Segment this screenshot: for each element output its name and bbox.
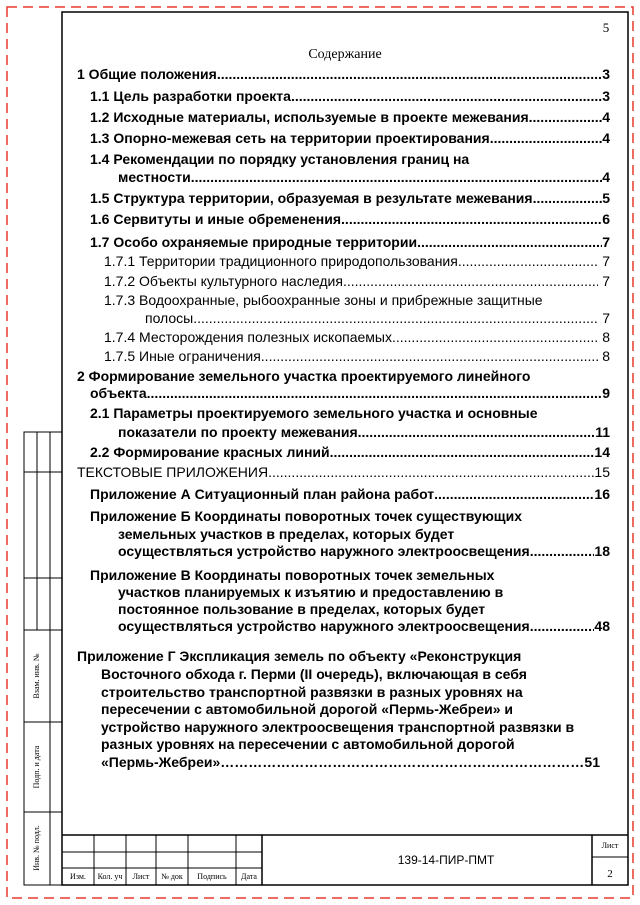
toc-line <box>104 253 610 270</box>
toc-page-number: 14 <box>594 444 610 460</box>
toc-entry-title: ТЕКСТОВЫЕ ПРИЛОЖЕНИЯ <box>77 464 269 480</box>
sheet-number: 2 <box>607 868 613 880</box>
toc-entry-title-continued: местности <box>118 169 191 185</box>
toc-entry-title: Приложение А Ситуационный план района работ <box>90 486 435 502</box>
toc-entry-title: 1.1 Цель разработки проекта <box>90 88 291 104</box>
toc-page-number: 15 <box>594 464 610 480</box>
toc-entry-title-continued: показатели по проекту межевания <box>118 424 358 440</box>
replaced-inventory-label: Взам. инв. № <box>32 653 41 699</box>
toc-line <box>104 348 610 365</box>
leader-dots <box>529 109 603 126</box>
leader-dots <box>261 348 598 365</box>
toc-line <box>145 310 610 327</box>
toc-entry-title-continued: «Пермь-Жебреи» <box>101 754 221 770</box>
toc-page-number: 8 <box>602 348 610 364</box>
toc-line <box>90 109 610 126</box>
toc-line <box>118 543 610 560</box>
toc-line <box>90 444 610 461</box>
toc-entry-title: 1.2 Исходные материалы, используемые в проекте межевания <box>90 109 529 125</box>
toc-entry-title: 1.7.5 Иные ограничения <box>104 348 261 364</box>
toc-page-number: 7 <box>602 273 610 289</box>
toc-entry-title: 1.4 Рекомендации по порядку установления границ на <box>90 151 470 167</box>
toc-entry-title-continued: постоянное пользование в пределах, которых будет <box>118 601 486 617</box>
toc-entry-title-continued: Восточного обхода г. Перми (II очередь), включающая в себя <box>101 666 527 682</box>
leader-dots <box>533 190 603 207</box>
leader-dots <box>434 486 594 503</box>
toc-entry-title: 2 Формирование земельного участка проектируемого линейного <box>77 368 531 384</box>
leader-dots <box>291 88 602 105</box>
toc-entry-title: 1.7.4 Месторождения полезных ископаемых <box>104 329 392 345</box>
toc-entry-title: 1.7.1 Территории традиционного природопользования <box>104 253 458 269</box>
toc-entry-title: Приложение Г Экспликация земель по объекту «Реконструкция <box>77 648 522 664</box>
leader-dots <box>530 543 595 560</box>
toc-line <box>77 66 610 83</box>
leader-dots <box>417 234 602 251</box>
toc-page-number: 6 <box>602 211 610 227</box>
page-number: 5 <box>602 20 610 35</box>
column-label-count: Кол. уч <box>97 872 123 881</box>
toc-line <box>118 169 610 186</box>
leader-dots <box>358 424 596 441</box>
toc-entry-title: 1.7.2 Объекты культурного наследия <box>104 273 343 289</box>
toc-line <box>77 464 610 481</box>
toc-line <box>104 329 610 346</box>
toc-page-number: 7 <box>602 253 610 269</box>
toc-entry-title: 1.6 Сервитуты и иные обременения <box>90 211 342 227</box>
toc-line <box>90 486 610 503</box>
toc-entry-title: 1.7.3 Водоохранные, рыбоохранные зоны и прибрежные защитные <box>104 292 543 308</box>
toc-entry-title-continued: разных уровнях на пересечении с автомобильной дорогой <box>101 736 515 752</box>
toc-entry-title: Приложение Б Координаты поворотных точек существующих <box>90 508 523 524</box>
toc-page-number: 8 <box>602 329 610 345</box>
toc-line <box>118 618 610 635</box>
toc-entry-title: 1.5 Структура территории, образуемая в результате межевания <box>90 190 533 206</box>
toc-entry-title-continued: осуществляться устройство наружного электроосвещения <box>118 618 530 634</box>
column-label-doc-number: № док <box>161 872 183 881</box>
toc-entry-title-continued: строительство транспортной развязки в разных уровнях на <box>101 684 523 700</box>
leader-dots <box>530 618 595 635</box>
leader-dots <box>220 754 584 771</box>
toc-entry-title-continued: объекта <box>90 385 147 401</box>
toc-entry-title-continued: полосы <box>145 310 194 326</box>
leader-dots <box>191 169 603 186</box>
leader-dots <box>458 253 598 270</box>
toc-line <box>101 754 600 771</box>
column-label-signature: Подпись <box>197 872 227 881</box>
toc-line <box>90 88 610 105</box>
toc-page-number: 3 <box>602 88 610 104</box>
toc-page-number: 7 <box>602 310 610 326</box>
toc-entry-title: 1.3 Опорно-межевая сеть на территории проектирования <box>90 130 490 146</box>
toc-entry-title: 2.1 Параметры проектируемого земельного участка и основные <box>90 405 538 421</box>
toc-entry-title: Приложение В Координаты поворотных точек земельных <box>90 567 495 583</box>
toc-line <box>104 273 610 290</box>
original-inventory-label: Инв. № подл. <box>32 825 41 871</box>
toc-line <box>90 234 610 251</box>
toc-entry-title: 1.7 Особо охраняемые природные территории <box>90 234 418 250</box>
toc-page-number: 18 <box>594 543 610 559</box>
toc-page-number: 7 <box>602 234 610 250</box>
column-label-date: Дата <box>241 872 257 881</box>
leader-dots <box>490 130 603 147</box>
toc-entry-title-continued: устройство наружного электроосвещения транспортной развязки в <box>101 719 575 735</box>
toc-page-number: 9 <box>602 385 610 401</box>
column-label-sheet: Лист <box>132 872 150 881</box>
toc-page-number: 4 <box>602 169 610 185</box>
toc-entry-title-continued: участков планируемых к изъятию и предоставлению в <box>118 584 504 600</box>
leader-dots <box>147 385 603 402</box>
toc-entry-title: 2.2 Формирование красных линий <box>90 444 330 460</box>
toc-page-number: 48 <box>594 618 610 634</box>
toc-page-number: 4 <box>602 109 610 125</box>
toc-page-number: 51 <box>584 754 600 770</box>
leader-dots <box>341 211 602 228</box>
toc-entry-title: 1 Общие положения <box>77 66 217 82</box>
toc-line <box>118 424 610 441</box>
toc-line <box>90 190 610 207</box>
document-designation: 139-14-ПИР-ПМТ <box>397 853 495 867</box>
contents-title: Содержание <box>308 47 382 62</box>
leader-dots <box>217 66 602 83</box>
leader-dots <box>330 444 595 461</box>
leader-dots <box>392 329 598 346</box>
toc-line <box>90 130 610 147</box>
toc-page-number: 16 <box>594 486 610 502</box>
toc-page-number: 5 <box>602 190 610 206</box>
sheet-label: Лист <box>601 841 619 850</box>
toc-page-number: 3 <box>602 66 610 82</box>
leader-dots <box>343 273 598 290</box>
toc-entry-title-continued: осуществляться устройство наружного электроосвещения <box>118 543 530 559</box>
toc-line <box>90 211 610 228</box>
leader-dots <box>193 310 598 327</box>
toc-page-number: 11 <box>595 424 610 440</box>
column-label-change: Изм. <box>70 872 86 881</box>
toc-entry-title-continued: земельных участков в пределах, которых будет <box>118 526 455 542</box>
leader-dots <box>268 464 594 481</box>
toc-line <box>90 385 610 402</box>
toc-entry-title-continued: пересечении с автомобильной дорогой «Пермь-Жебреи» и <box>101 701 513 717</box>
toc-page-number: 4 <box>602 130 610 146</box>
signature-date-label: Подп. и дата <box>32 745 41 789</box>
